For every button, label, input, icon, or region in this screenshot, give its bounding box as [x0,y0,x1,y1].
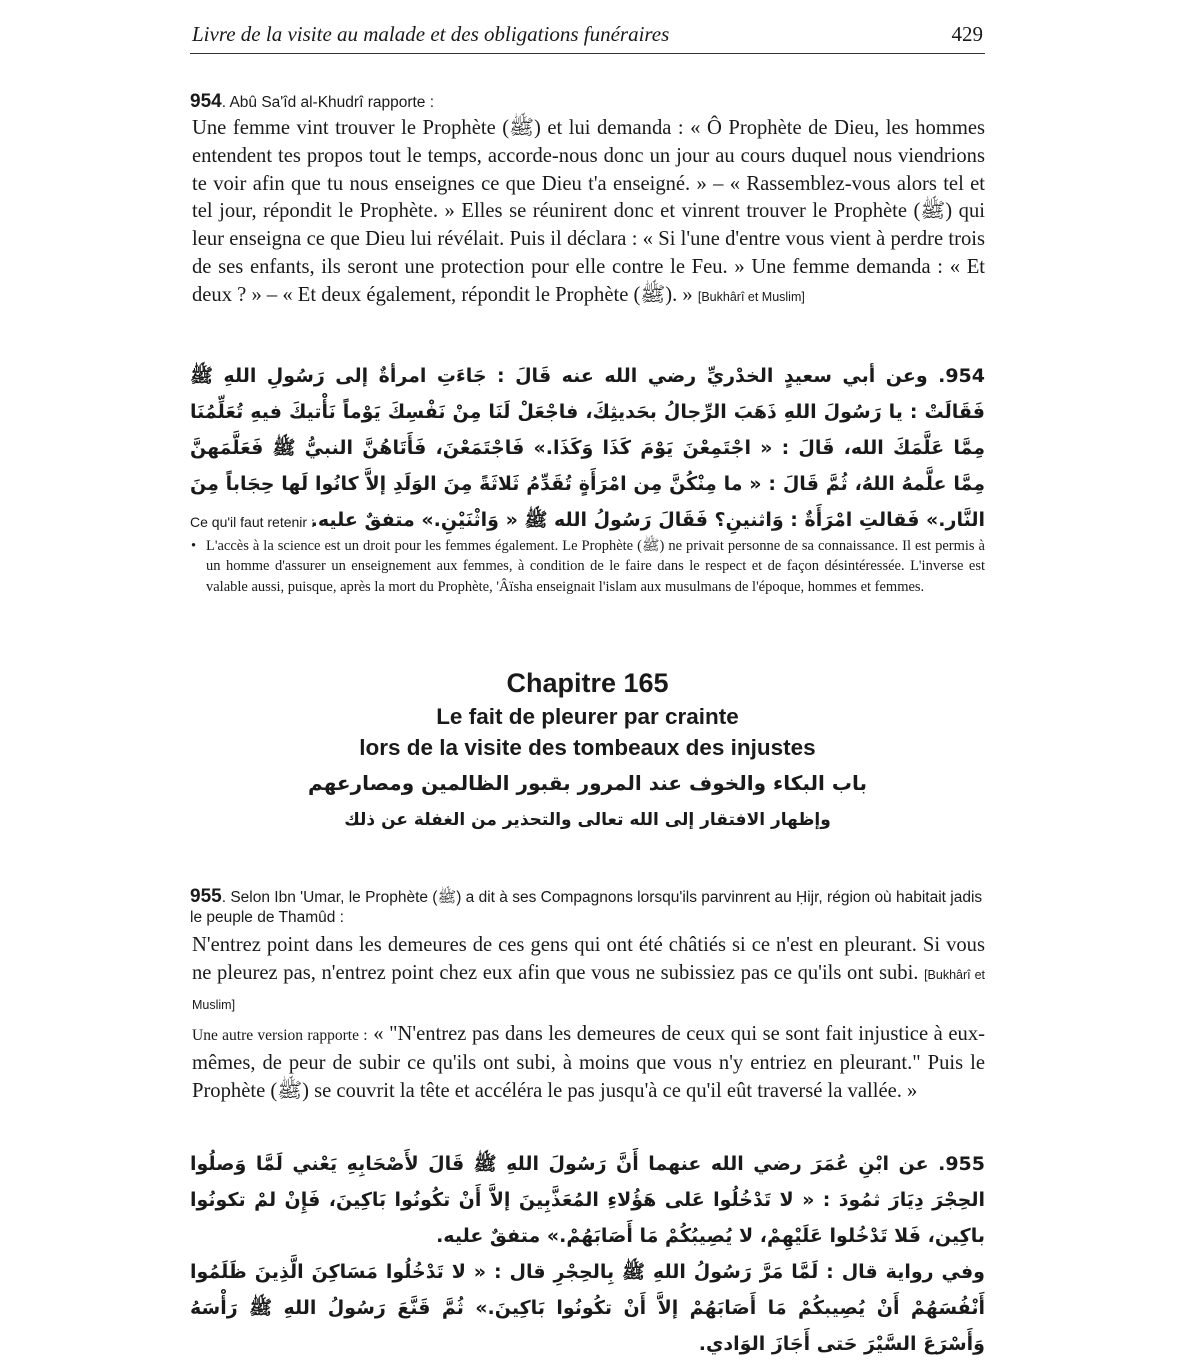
hadith-narrator: . Selon Ibn 'Umar, le Prophète (ﷺ) a dit à ses Compagnons lorsqu'ils parvinrent au Ḥijr, région où habitait jadis le peuple de Thamûd : [190,889,983,926]
chapter-title-line-1: Le fait de pleurer par crainte [436,704,739,729]
chapter-title-line-2: lors de la visite des tombeaux des injustes [359,735,816,760]
other-version-text: « "N'entrez pas dans les demeures de ceux qui se sont fait injustice à eux-mêmes, de peur de subir ce qu'ils ont subi, à moins que vous n'y entriez en pleurant." Puis le Prophète (ﷺ) se couvrit la tête et accéléra le pas jusqu'à ce qu'il eût traversé la vallée. » [192,1023,985,1102]
hadith-number: 955 [190,886,222,907]
chapter-arabic-title-line-1: باب البكاء والخوف عند المرور بقبور الظالمين ومصارعهم [308,771,867,795]
hadith-954-reference: [Bukhârî et Muslim] [697,289,805,304]
hadith-954-intro [190,92,985,113]
hadith-955-arabic-text [190,1146,985,1362]
retain-item-text: L'accès à la science est un droit pour les femmes également. Le Prophète (ﷺ) ne privait personne de sa connaissance. Il est permis à un homme d'assurer un enseignement aux femmes, à condition de le faire dans le respect et de façon désintéressée. L'inverse est valable aussi, puisque, après la mort du Prophète, 'Âïsha enseignait l'islam aux musulmans de l'époque, hommes et femmes. [206,538,985,595]
bullet-icon: • [191,538,197,554]
hadith-954-french-text [192,115,985,312]
chapter-arabic-title-line-2: وإظهار الافتقار إلى الله تعالى والتحذير من الغفلة عن ذلك [344,810,831,830]
running-title: Livre de la visite au malade et des obligations funéraires [192,22,670,46]
retain-label: Ce qu'il faut retenir : [190,514,315,530]
hadith-narrator: . Abû Sa'îd al-Khudrî rapporte : [221,94,435,111]
running-header [190,22,985,52]
hadith-955-reference: [Bukhârî et Muslim] [192,967,986,1012]
hadith-number: 954 [190,91,222,112]
chapter-heading [190,665,985,837]
hadith-955-french-text [192,932,985,1019]
retain-list [190,536,985,597]
hadith-955-translation: N'entrez point dans les demeures de ces gens qui ont été châtiés si ce n'est en pleurant. Si vous ne pleurez pas, n'entrez point chez eux afin que vous ne subissiez pas ce qu'ils ont subi. [192,934,985,984]
chapter-number: Chapitre 165 [506,668,669,698]
header-rule [190,53,985,54]
hadith-955-intro [190,887,985,928]
hadith-954-arabic-text: 954. وعن أبي سعيدٍ الخدْريِّ رضي الله عنه قَالَ : جَاءَتِ امرأةٌ إلى رَسُولِ اللهِ ﷺ فَقَالَتْ : يا رَسُولَ اللهِ ذَهَبَ الرِّجالُ بحَديثِكَ، فاجْعَلْ لَنَا مِنْ نَفْسِكَ يَوْماً نَأْتيكَ فيهِ تُعَلِّمُنَا مِمَّا عَلَّمَكَ الله، قَالَ : « اجْتَمِعْنَ يَوْمَ كَذَا وَكَذَا.» فَاجْتَمَعْنَ، فَأَتَاهُنَّ النبيُّ ﷺ فَعَلَّمَهنَّ مِمَّا علَّمهُ اللهُ، ثُمَّ قَالَ : « ما مِنْكُنَّ مِن امْرَأَةٍ تُقَدِّمُ ثَلاثَةً مِنَ الوَلَدِ إلاَّ كانُوا لَها حِجَاباً مِنَ النَّار.» فَقالتِ امْرَأَةٌ : وَاثنينِ؟ فَقَالَ رَسُولُ الله ﷺ « وَاثْنَيْنِ.» متفقٌ عليه. [190,365,985,531]
hadith-955-arabic-main: 955. عن ابْنِ عُمَرَ رضي الله عنهما أَنَّ رَسُولَ اللهِ ﷺ قَالَ لأَصْحَابِهِ يَعْني لَمَّا وَصلُوا الحِجْرَ دِيَارَ ثمُودَ : « لا تَدْخُلُوا عَلى هَؤُلاءِ المُعَذَّبِينَ إلاَّ أَنْ تكُونُوا بَاكِينَ، فَإِنْ لمْ تكونُوا باكِين، فَلا تَدْخُلوا عَلَيْهِمْ، لا يُصِيبُكُمْ مَا أَصَابَهُمْ.» متفقٌ عليه. [190,1153,985,1247]
page-number: 429 [951,22,983,46]
other-version-label: Une autre version rapporte : [192,1027,368,1044]
hadith-955-arabic-version: وفي رواية قال : لَمَّا مَرَّ رَسُولُ اللهِ ﷺ بِالحِجْرِ قال : « لا تَدْخُلُوا مَسَاكِنَ الَّذِينَ ظَلَمُوا أَنْفُسَهُمْ أَنْ يُصِيبكُمْ مَا أَصَابَهُمْ إلاَّ أَنْ تكُونُوا بَاكِينَ.» ثُمَّ قَنَّعَ رَسُولُ اللهِ ﷺ رَأْسَهُ وَأَسْرَعَ السَّيْرَ حَتى أَجَازَ الوَادي. [190,1261,985,1355]
hadith-954-translation: Une femme vint trouver le Prophète (ﷺ) et lui demanda : « Ô Prophète de Dieu, les hommes entendent tes propos tout le temps, accorde-nous donc un jour au cours duquel nous viendrions te voir afin que tu nous enseignes ce que Dieu t'a enseigné. » – « Rassemblez-vous alors tel et tel jour, répondit le Prophète. » Elles se réunirent donc et vinrent trouver le Prophète (ﷺ) qui leur enseigna ce que Dieu lui révélait. Puis il déclara : « Si l'une d'entre vous vient à perdre trois de ses enfants, ils seront une protection pour elle contre le Feu. » Une femme demanda : « Et deux ? » – « Et deux également, répondit le Prophète (ﷺ). » [192,117,985,306]
retain-item [190,536,985,597]
hadith-955-other-version [192,1021,985,1105]
